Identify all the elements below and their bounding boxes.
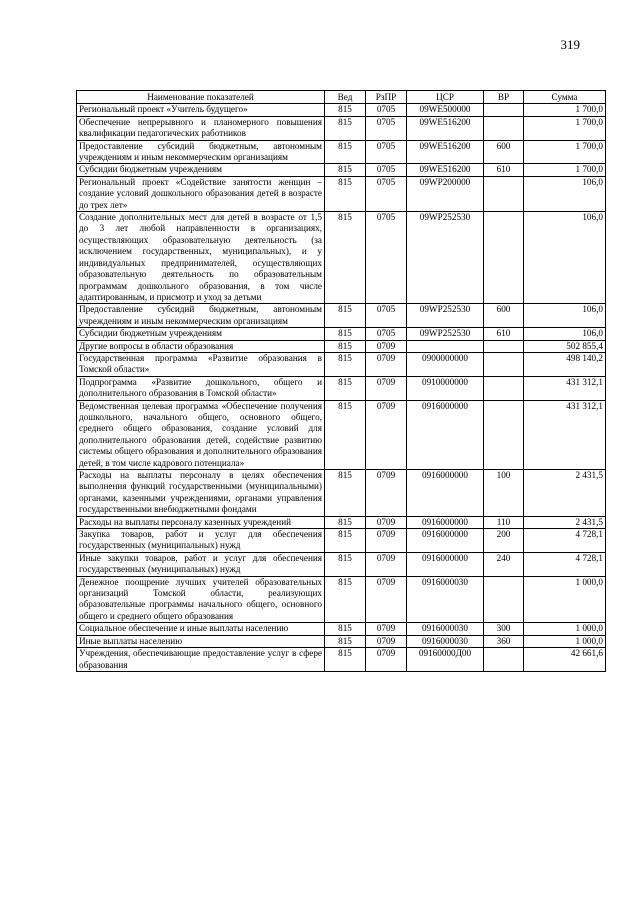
cell-csr: 0916000000	[407, 529, 484, 553]
table-row	[77, 140, 606, 164]
cell-ved: 815	[325, 648, 366, 672]
table-header	[77, 91, 606, 104]
cell-sum: 502 855,4	[524, 340, 606, 352]
cell-name: Подпрограмма «Развитие дошкольного, общего и дополнительного образования в Томской области»	[77, 376, 325, 400]
cell-ved: 815	[325, 176, 366, 211]
cell-vr	[484, 116, 524, 140]
table-row	[77, 176, 606, 211]
cell-ved: 815	[325, 552, 366, 576]
cell-rzpr: 0709	[366, 400, 407, 469]
cell-ved: 815	[325, 470, 366, 517]
cell-name: Учреждения, обеспечивающие предоставление услуг в сфере образования	[77, 648, 325, 672]
table-row	[77, 352, 606, 376]
table-row	[77, 470, 606, 517]
cell-sum: 1 700,0	[524, 164, 606, 176]
table-row	[77, 400, 606, 469]
cell-name: Расходы на выплаты персоналу казенных учреждений	[77, 516, 325, 528]
cell-name: Другие вопросы в области образования	[77, 340, 325, 352]
cell-sum: 106,0	[524, 212, 606, 304]
cell-rzpr: 0705	[366, 176, 407, 211]
cell-vr	[484, 400, 524, 469]
table-row	[77, 576, 606, 623]
cell-csr: 0916000000	[407, 400, 484, 469]
cell-name: Государственная программа «Развитие образования в Томской области»	[77, 352, 325, 376]
cell-ved: 815	[325, 164, 366, 176]
cell-sum: 106,0	[524, 328, 606, 340]
cell-vr: 600	[484, 304, 524, 328]
cell-rzpr: 0705	[366, 116, 407, 140]
cell-name: Предоставление субсидий бюджетным, автономным учреждениям и иным некоммерческим организациям	[77, 304, 325, 328]
cell-vr	[484, 648, 524, 672]
cell-ved: 815	[325, 576, 366, 623]
cell-csr: 0910000000	[407, 376, 484, 400]
cell-ved: 815	[325, 635, 366, 647]
cell-name: Иные выплаты населению	[77, 635, 325, 647]
table-row	[77, 116, 606, 140]
cell-rzpr: 0705	[366, 328, 407, 340]
table-body	[77, 104, 606, 672]
page-number: 319	[560, 37, 580, 52]
cell-sum: 1 000,0	[524, 623, 606, 635]
cell-name: Субсидии бюджетным учреждениям	[77, 328, 325, 340]
cell-vr: 200	[484, 529, 524, 553]
cell-vr: 100	[484, 470, 524, 517]
cell-rzpr: 0709	[366, 576, 407, 623]
table-row	[77, 104, 606, 116]
table-row	[77, 164, 606, 176]
cell-vr: 360	[484, 635, 524, 647]
cell-csr: 0900000000	[407, 352, 484, 376]
table-row	[77, 304, 606, 328]
cell-csr: 0916000000	[407, 516, 484, 528]
cell-rzpr: 0709	[366, 623, 407, 635]
cell-sum: 498 140,2	[524, 352, 606, 376]
cell-csr: 09WE516200	[407, 164, 484, 176]
cell-ved: 815	[325, 304, 366, 328]
cell-csr: 0916000030	[407, 576, 484, 623]
cell-ved: 815	[325, 104, 366, 116]
cell-sum: 1 700,0	[524, 104, 606, 116]
cell-rzpr: 0709	[366, 516, 407, 528]
cell-rzpr: 0705	[366, 212, 407, 304]
cell-vr: 240	[484, 552, 524, 576]
cell-rzpr: 0705	[366, 164, 407, 176]
cell-vr	[484, 104, 524, 116]
cell-sum: 42 661,6	[524, 648, 606, 672]
cell-name: Социальное обеспечение и иные выплаты населению	[77, 623, 325, 635]
cell-sum: 4 728,1	[524, 529, 606, 553]
cell-sum: 1 000,0	[524, 635, 606, 647]
cell-sum: 431 312,1	[524, 376, 606, 400]
cell-name: Субсидии бюджетным учреждениям	[77, 164, 325, 176]
cell-csr: 09WP200000	[407, 176, 484, 211]
cell-csr: 09WP252530	[407, 304, 484, 328]
cell-rzpr: 0709	[366, 470, 407, 517]
header-ved: Вед	[325, 91, 366, 104]
cell-rzpr: 0709	[366, 340, 407, 352]
cell-name: Региональный проект «Учитель будущего»	[77, 104, 325, 116]
table-row	[77, 212, 606, 304]
cell-rzpr: 0709	[366, 376, 407, 400]
cell-sum: 1 700,0	[524, 116, 606, 140]
cell-csr: 0916000000	[407, 470, 484, 517]
cell-rzpr: 0705	[366, 304, 407, 328]
cell-name: Ведомственная целевая программа «Обеспечение получения дошкольного, начального общего, основного общего, среднего общего образования, создание условий для дополнительного образования детей, содействие развитию системы общего образования и дополнительного образования детей, в том числе кадрового потенциала»	[77, 400, 325, 469]
cell-sum: 431 312,1	[524, 400, 606, 469]
cell-name: Обеспечение непрерывного и планомерного повышения квалификации педагогических работников	[77, 116, 325, 140]
cell-csr: 0916000030	[407, 635, 484, 647]
cell-vr	[484, 340, 524, 352]
cell-ved: 815	[325, 352, 366, 376]
cell-sum: 106,0	[524, 304, 606, 328]
header-row	[77, 91, 606, 104]
cell-sum: 4 728,1	[524, 552, 606, 576]
cell-name: Иные закупки товаров, работ и услуг для обеспечения государственных (муниципальных) нужд	[77, 552, 325, 576]
cell-sum: 2 431,5	[524, 516, 606, 528]
cell-csr: 09WE516200	[407, 116, 484, 140]
cell-name: Региональный проект «Содействие занятости женщин – создание условий дошкольного образования детей в возрасте до трех лет»	[77, 176, 325, 211]
table-row	[77, 328, 606, 340]
cell-rzpr: 0709	[366, 648, 407, 672]
table-row	[77, 376, 606, 400]
cell-csr: 0916000000	[407, 552, 484, 576]
cell-ved: 815	[325, 212, 366, 304]
budget-table	[76, 90, 606, 672]
cell-vr: 610	[484, 164, 524, 176]
table-row	[77, 648, 606, 672]
cell-csr	[407, 340, 484, 352]
cell-name: Закупка товаров, работ и услуг для обеспечения государственных (муниципальных) нужд	[77, 529, 325, 553]
header-name: Наименование показателей	[77, 91, 325, 104]
cell-ved: 815	[325, 116, 366, 140]
cell-ved: 815	[325, 340, 366, 352]
table-row	[77, 623, 606, 635]
cell-ved: 815	[325, 516, 366, 528]
cell-name: Создание дополнительных мест для детей в возрасте от 1,5 до 3 лет любой направленности в организациях, осуществляющих образовательную деятельность (за исключением государственных, муниципальных), и у индивидуальных предпринимателей, осуществляющих образовательную деятельность по образовательным программам дошкольного образования, в том числе адаптированным, и присмотр и уход за детьми	[77, 212, 325, 304]
cell-name: Расходы на выплаты персоналу в целях обеспечения выполнения функций государственными (муниципальными) органами, казенными учреждениями, органами управления государственными внебюджетными фондами	[77, 470, 325, 517]
cell-rzpr: 0709	[366, 529, 407, 553]
cell-ved: 815	[325, 376, 366, 400]
cell-rzpr: 0705	[366, 140, 407, 164]
table-row	[77, 340, 606, 352]
cell-csr: 09WE500000	[407, 104, 484, 116]
cell-csr: 0916000030	[407, 623, 484, 635]
cell-name: Предоставление субсидий бюджетным, автономным учреждениям и иным некоммерческим организациям	[77, 140, 325, 164]
cell-ved: 815	[325, 529, 366, 553]
cell-ved: 815	[325, 328, 366, 340]
cell-ved: 815	[325, 140, 366, 164]
table-row	[77, 529, 606, 553]
cell-rzpr: 0709	[366, 635, 407, 647]
cell-csr: 09WE516200	[407, 140, 484, 164]
cell-vr: 600	[484, 140, 524, 164]
header-rzpr: РзПР	[366, 91, 407, 104]
table-row	[77, 635, 606, 647]
cell-sum: 1 700,0	[524, 140, 606, 164]
cell-ved: 815	[325, 400, 366, 469]
cell-sum: 1 000,0	[524, 576, 606, 623]
header-vr: ВР	[484, 91, 524, 104]
cell-vr	[484, 176, 524, 211]
header-csr: ЦСР	[407, 91, 484, 104]
cell-sum: 106,0	[524, 176, 606, 211]
table-row	[77, 516, 606, 528]
cell-csr: 09160000Д00	[407, 648, 484, 672]
cell-rzpr: 0709	[366, 352, 407, 376]
cell-rzpr: 0705	[366, 104, 407, 116]
cell-ved: 815	[325, 623, 366, 635]
cell-vr: 610	[484, 328, 524, 340]
cell-name: Денежное поощрение лучших учителей образовательных организаций Томской области, реализующих образовательные программы начального общего, основного общего и среднего общего образования	[77, 576, 325, 623]
cell-rzpr: 0709	[366, 552, 407, 576]
cell-vr	[484, 212, 524, 304]
table-row	[77, 552, 606, 576]
cell-vr: 110	[484, 516, 524, 528]
header-sum: Сумма	[524, 91, 606, 104]
cell-vr	[484, 352, 524, 376]
cell-csr: 09WP252530	[407, 212, 484, 304]
cell-sum: 2 431,5	[524, 470, 606, 517]
cell-vr	[484, 376, 524, 400]
cell-vr: 300	[484, 623, 524, 635]
cell-vr	[484, 576, 524, 623]
cell-csr: 09WP252530	[407, 328, 484, 340]
